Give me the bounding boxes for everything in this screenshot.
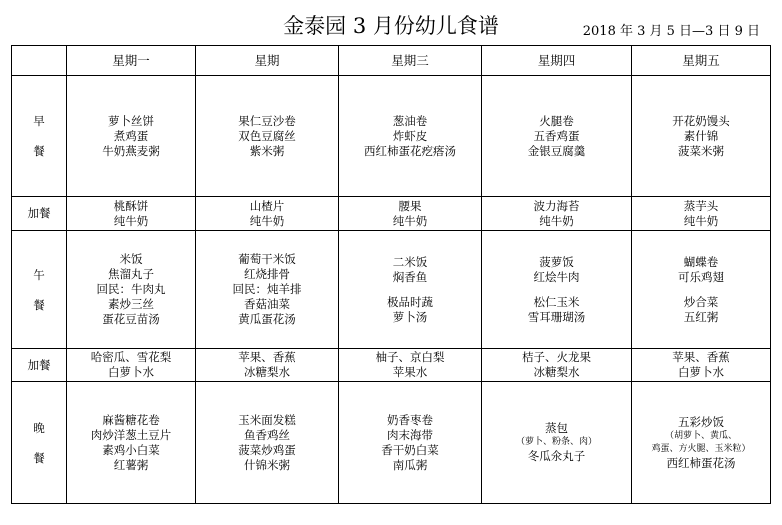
lunch-cell: 蝴蝶卷 可乐鸡翅 炒合菜 五红粥 xyxy=(632,231,771,349)
page-title: 金泰园 3 月份幼儿食谱 xyxy=(283,14,499,38)
lunch-cell: 葡萄干米饭 红烧排骨 回民：炖羊排 香菇油菜 黄瓜蛋花汤 xyxy=(196,231,339,349)
am-snack-cell: 蒸芋头 纯牛奶 xyxy=(632,197,771,231)
dinner-cell: 奶香枣卷 肉末海带 香干奶白菜 南瓜粥 xyxy=(339,382,482,504)
breakfast-cell: 果仁豆沙卷 双色豆腐丝 紫米粥 xyxy=(196,76,339,197)
breakfast-cell: 萝卜丝饼 煮鸡蛋 牛奶燕麦粥 xyxy=(67,76,196,197)
am-snack-cell: 桃酥饼 纯牛奶 xyxy=(67,197,196,231)
pm-snack-cell: 苹果、香蕉 白萝卜水 xyxy=(632,349,771,382)
pm-snack-cell: 苹果、香蕉 冰糖梨水 xyxy=(196,349,339,382)
ingredient-note: 鸡蛋、方火腿、玉米粒） xyxy=(651,443,751,454)
am-snack-cell: 腰果 纯牛奶 xyxy=(339,197,482,231)
dinner-cell: 五彩炒饭 （胡萝卜、黄瓜、 鸡蛋、方火腿、玉米粒） 西红柿蛋花汤 xyxy=(632,382,771,504)
lunch-cell: 菠萝饭 红烩牛肉 松仁玉米 雪耳珊瑚汤 xyxy=(482,231,632,349)
am-snack-row xyxy=(12,197,771,231)
header-row xyxy=(12,46,771,76)
pm-snack-cell: 哈密瓜、雪花梨 白萝卜水 xyxy=(67,349,196,382)
menu-table xyxy=(11,45,771,504)
pm-snack-cell: 桔子、火龙果 冰糖梨水 xyxy=(482,349,632,382)
am-snack-label: 加餐 xyxy=(12,197,67,231)
breakfast-row xyxy=(12,76,771,197)
lunch-row xyxy=(12,231,771,349)
lunch-cell: 二米饭 焖香鱼 极品时蔬 萝卜汤 xyxy=(339,231,482,349)
day-header: 星期四 xyxy=(482,46,632,76)
am-snack-cell: 山楂片 纯牛奶 xyxy=(196,197,339,231)
pm-snack-label: 加餐 xyxy=(12,349,67,382)
ingredient-note: （萝卜、粉条、肉） xyxy=(515,437,597,447)
am-snack-cell: 波力海苔 纯牛奶 xyxy=(482,197,632,231)
pm-snack-row xyxy=(12,349,771,382)
dinner-cell: 蒸包 （萝卜、粉条、肉） 冬瓜氽丸子 xyxy=(482,382,632,504)
dinner-row xyxy=(12,382,771,504)
day-header: 星期一 xyxy=(67,46,196,76)
breakfast-label: 早 餐 xyxy=(12,76,67,197)
ingredient-note: （胡萝卜、黄瓜、 xyxy=(664,430,737,441)
day-header: 星期五 xyxy=(632,46,771,76)
pm-snack-cell: 柚子、京白梨 苹果水 xyxy=(339,349,482,382)
corner-cell xyxy=(12,46,67,76)
lunch-cell: 米饭 焦溜丸子 回民：牛肉丸 素炒三丝 蛋花豆苗汤 xyxy=(67,231,196,349)
breakfast-cell: 开花奶馒头 素什锦 菠菜米粥 xyxy=(632,76,771,197)
dinner-cell: 玉米面发糕 鱼香鸡丝 菠菜炒鸡蛋 什锦米粥 xyxy=(196,382,339,504)
dinner-cell: 麻酱糖花卷 肉炒洋葱土豆片 素鸡小白菜 红薯粥 xyxy=(67,382,196,504)
breakfast-cell: 葱油卷 炸虾皮 西红柿蛋花疙瘩汤 xyxy=(339,76,482,197)
date-range: 2018 年 3 月 5 日—3 日 9 日 xyxy=(582,24,760,39)
day-header: 星期 xyxy=(196,46,339,76)
lunch-label: 午 餐 xyxy=(12,231,67,349)
breakfast-cell: 火腿卷 五香鸡蛋 金银豆腐羹 xyxy=(482,76,632,197)
day-header: 星期三 xyxy=(339,46,482,76)
dinner-label: 晚 餐 xyxy=(12,382,67,504)
